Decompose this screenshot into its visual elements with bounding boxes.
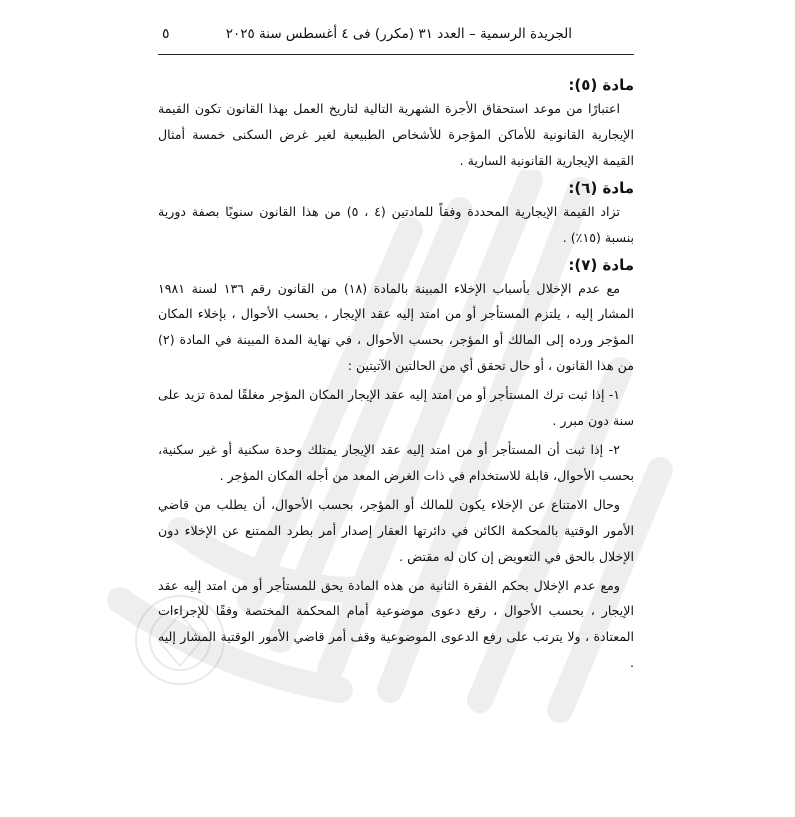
article-heading: مادة (٧): [568,255,634,274]
article-7 [158,254,634,677]
article-paragraph: مع عدم الإخلال بأسباب الإخلاء المبينة بالمادة (١٨) من القانون رقم ١٣٦ لسنة ١٩٨١ المشار إليه ، يلتزم المستأجر أو من امتد إليه عقد الإيجار ، بحسب الأحوال ، بإخلاء المكان المؤجر ورده إلى المالك أو المؤجر، بحسب الأحوال ، في نهاية المدة المبينة في المادة (٢) من هذا القانون ، أو حال تحقق أي من الحالتين الآتيتين : [158,280,634,374]
article-heading: مادة (٦): [568,178,634,197]
article-6 [158,177,634,251]
document-body [158,74,634,679]
article-paragraph: ومع عدم الإخلال بحكم الفقرة الثانية من هذه المادة يحق للمستأجر أو من امتد إليه عقد الإيجار ، بحسب الأحوال ، رفع دعوى موضوعية أمام المحكمة المختصة وفقًا للإجراءات المعتادة ، ولا يترتب على رفع الدعوى الموضوعية وقف أمر قاضي الأمور الوقتية المشار إليه . [158,577,634,671]
gazette-title: الجريدة الرسمية – العدد ٣١ (مكرر) فى ٤ أغسطس سنة ٢٠٢٥ [225,26,572,42]
condition-item-1: ١- إذا ثبت ترك المستأجر أو من امتد إليه عقد الإيجار المكان المؤجر مغلقًا لمدة تزيد على سنة دون مبرر . [158,387,634,429]
article-heading: مادة (٥): [568,76,634,94]
article-paragraph: اعتبارًا من موعد استحقاق الأجرة الشهرية التالية لتاريخ العمل بهذا القانون تكون القيمة الإيجارية القانونية للأماكن المؤجرة للأشخاص الطبيعية لغير غرض السكنى خمسة أمثال القيمة الإيجارية القانونية السارية . [158,101,634,168]
article-paragraph: تزاد القيمة الإيجارية المحددة وفقاً للمادتين (٤ ، ٥) من هذا القانون سنويًا بصفة دورية بنسبة (١٥٪) . [158,203,634,245]
page-number: ٥ [162,26,170,42]
article-paragraph: وحال الامتناع عن الإخلاء يكون للمالك أو المؤجر، بحسب الأحوال، أن يطلب من قاضي الأمور الوقتية بالمحكمة الكائن في دائرتها العقار إصدار أمر بطرد الممتنع عن الإخلاء دون الإخلال بالحق في التعويض إن كان له مقتض . [158,496,634,564]
article-5 [158,74,634,174]
condition-item-2: ٢- إذا ثبت أن المستأجر أو من امتد إليه عقد الإيجار يمتلك وحدة سكنية أو غير سكنية، بحسب الأحوال، قابلة للاستخدام في ذات الغرض المعد من أجله المكان المؤجر . [158,441,634,483]
page-header [158,22,634,55]
